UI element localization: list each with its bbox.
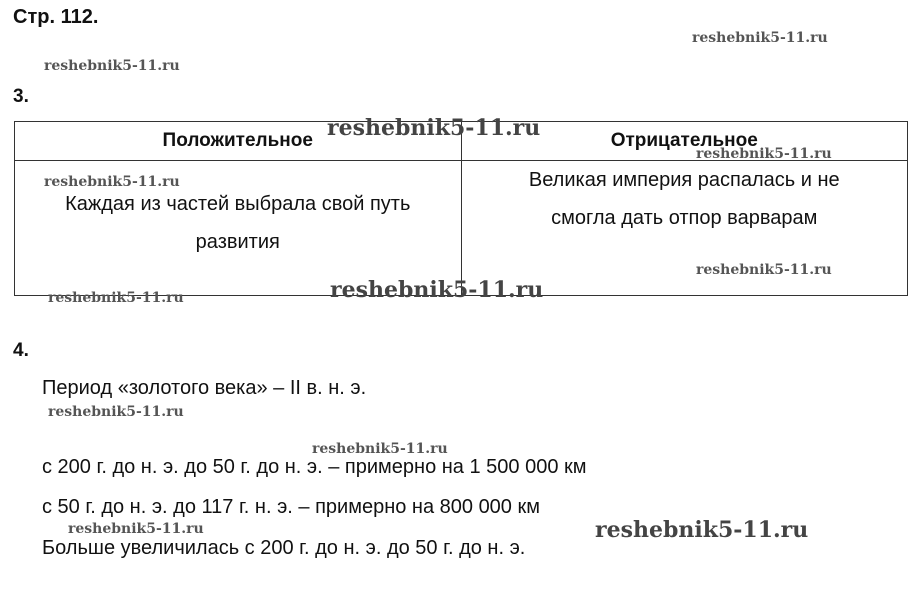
cell-negative xyxy=(461,161,908,296)
watermark: reshebnik5-11.ru xyxy=(696,146,832,162)
watermark: reshebnik5-11.ru xyxy=(312,441,448,457)
positive-text: Каждая из частей выбрала свой путь развития xyxy=(65,193,411,253)
watermark: reshebnik5-11.ru xyxy=(68,521,204,537)
watermark: reshebnik5-11.ru xyxy=(327,115,541,141)
watermark: reshebnik5-11.ru xyxy=(44,58,180,74)
golden-age-period: Период «золотого века» – II в. н. э. xyxy=(42,377,367,399)
expansion-line-1: с 200 г. до н. э. до 50 г. до н. э. – примерно на 1 500 000 км xyxy=(42,456,587,478)
header-positive: Положительное xyxy=(15,122,462,161)
task-4-number: 4. xyxy=(13,340,29,361)
conclusion-line: Больше увеличилась с 200 г. до н. э. до 50 г. до н. э. xyxy=(42,537,526,559)
header-negative: Отрицательное xyxy=(461,122,908,161)
watermark: reshebnik5-11.ru xyxy=(330,277,544,303)
negative-text: Великая империя распалась и не смогла дать отпор варварам xyxy=(528,169,840,229)
table-header-row xyxy=(15,122,908,161)
cell-positive xyxy=(15,161,462,296)
watermark: reshebnik5-11.ru xyxy=(44,174,180,190)
watermark: reshebnik5-11.ru xyxy=(48,404,184,420)
watermark: reshebnik5-11.ru xyxy=(692,30,828,46)
watermark: reshebnik5-11.ru xyxy=(48,290,184,306)
expansion-line-2: с 50 г. до н. э. до 117 г. н. э. – примерно на 800 000 км xyxy=(42,496,540,518)
pros-cons-table xyxy=(14,121,908,296)
table-row xyxy=(15,161,908,296)
watermark: reshebnik5-11.ru xyxy=(696,262,832,278)
watermark: reshebnik5-11.ru xyxy=(595,517,809,543)
task-3-number: 3. xyxy=(13,86,29,107)
page-heading: Стр. 112. xyxy=(13,6,99,28)
